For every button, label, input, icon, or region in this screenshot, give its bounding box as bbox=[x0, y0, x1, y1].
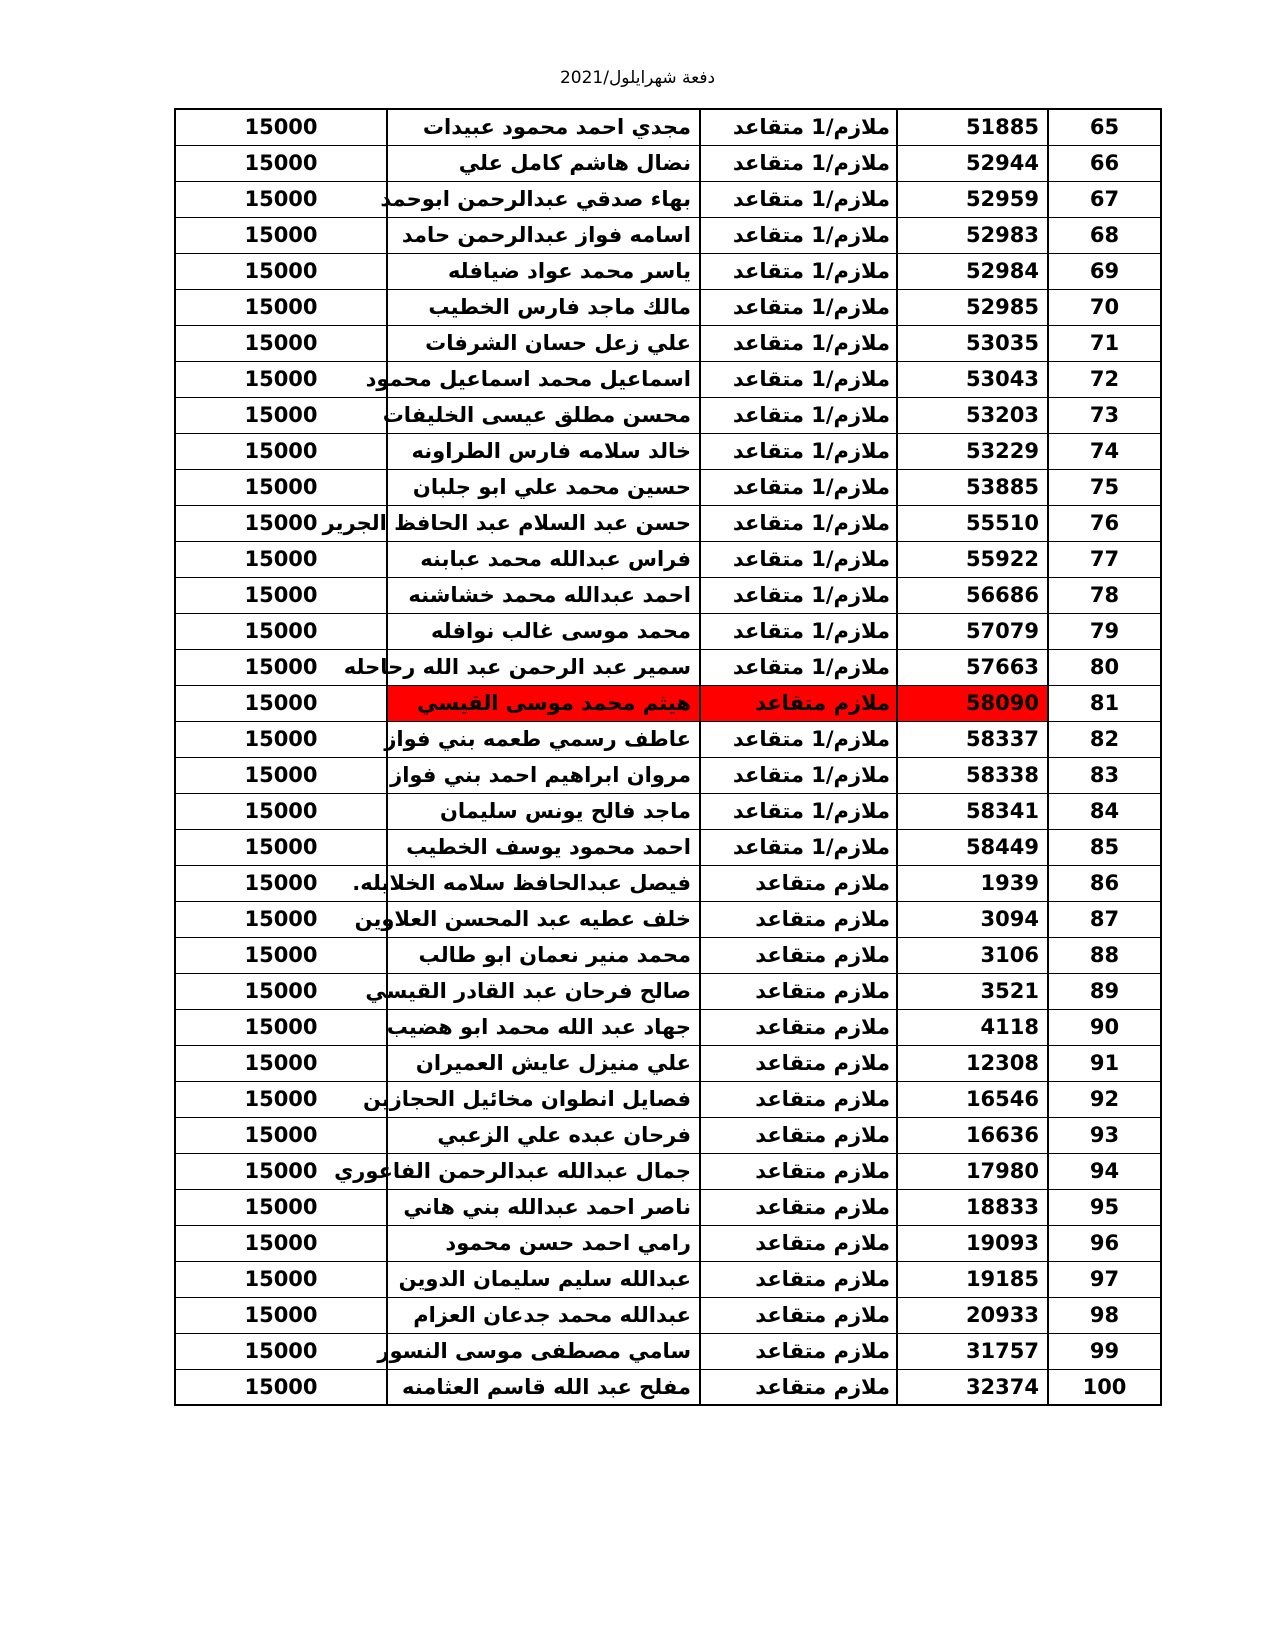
rank-cell: ملازم/1 متقاعد bbox=[700, 433, 897, 469]
name-cell: فيصل عبدالحافظ سلامه الخلايله. bbox=[387, 865, 700, 901]
id-cell: 53203 bbox=[897, 397, 1048, 433]
seq-cell: 77 bbox=[1048, 541, 1161, 577]
rank-cell: ملازم متقاعد bbox=[700, 937, 897, 973]
seq-cell: 69 bbox=[1048, 253, 1161, 289]
amount-cell: 15000 bbox=[175, 145, 387, 181]
id-cell: 52985 bbox=[897, 289, 1048, 325]
id-cell: 52959 bbox=[897, 181, 1048, 217]
name-cell: محمد موسى غالب نوافله bbox=[387, 613, 700, 649]
seq-cell: 71 bbox=[1048, 325, 1161, 361]
table-row bbox=[175, 469, 1161, 505]
seq-cell: 83 bbox=[1048, 757, 1161, 793]
table-row bbox=[175, 217, 1161, 253]
table-row bbox=[175, 577, 1161, 613]
amount-cell: 15000 bbox=[175, 109, 387, 145]
amount-cell: 15000 bbox=[175, 1081, 387, 1117]
amount-cell: 15000 bbox=[175, 397, 387, 433]
table-row bbox=[175, 757, 1161, 793]
rank-cell: ملازم/1 متقاعد bbox=[700, 325, 897, 361]
id-cell: 1939 bbox=[897, 865, 1048, 901]
id-cell: 52983 bbox=[897, 217, 1048, 253]
name-cell: محمد منير نعمان ابو طالب bbox=[387, 937, 700, 973]
rank-cell: ملازم/1 متقاعد bbox=[700, 757, 897, 793]
id-cell: 56686 bbox=[897, 577, 1048, 613]
id-cell: 52944 bbox=[897, 145, 1048, 181]
amount-cell: 15000 bbox=[175, 1333, 387, 1369]
amount-cell: 15000 bbox=[175, 901, 387, 937]
rank-cell: ملازم متقاعد bbox=[700, 1369, 897, 1405]
seq-cell: 97 bbox=[1048, 1261, 1161, 1297]
seq-cell: 65 bbox=[1048, 109, 1161, 145]
roster-table bbox=[174, 108, 1162, 1406]
id-cell: 58338 bbox=[897, 757, 1048, 793]
id-cell: 3521 bbox=[897, 973, 1048, 1009]
table-row bbox=[175, 1153, 1161, 1189]
seq-cell: 79 bbox=[1048, 613, 1161, 649]
id-cell: 53043 bbox=[897, 361, 1048, 397]
amount-cell: 15000 bbox=[175, 577, 387, 613]
amount-cell: 15000 bbox=[175, 469, 387, 505]
id-cell: 55510 bbox=[897, 505, 1048, 541]
name-cell: مفلح عبد الله قاسم العثامنه bbox=[387, 1369, 700, 1405]
id-cell: 32374 bbox=[897, 1369, 1048, 1405]
seq-cell: 74 bbox=[1048, 433, 1161, 469]
name-cell: محسن مطلق عيسى الخليفات bbox=[387, 397, 700, 433]
table-row bbox=[175, 613, 1161, 649]
name-cell: علي زعل حسان الشرفات bbox=[387, 325, 700, 361]
name-cell: سامي مصطفى موسى النسور bbox=[387, 1333, 700, 1369]
rank-cell: ملازم متقاعد bbox=[700, 1225, 897, 1261]
amount-cell: 15000 bbox=[175, 973, 387, 1009]
table-row bbox=[175, 181, 1161, 217]
table-row bbox=[175, 109, 1161, 145]
rank-cell: ملازم متقاعد bbox=[700, 1261, 897, 1297]
amount-cell: 15000 bbox=[175, 505, 387, 541]
id-cell: 3094 bbox=[897, 901, 1048, 937]
rank-cell: ملازم متقاعد bbox=[700, 1009, 897, 1045]
name-cell: حسن عبد السلام عبد الحافظ الجرير bbox=[387, 505, 700, 541]
amount-cell: 15000 bbox=[175, 937, 387, 973]
rank-cell: ملازم/1 متقاعد bbox=[700, 109, 897, 145]
rank-cell: ملازم/1 متقاعد bbox=[700, 541, 897, 577]
name-cell: خالد سلامه فارس الطراونه bbox=[387, 433, 700, 469]
name-cell: احمد عبدالله محمد خشاشنه bbox=[387, 577, 700, 613]
rank-cell: ملازم/1 متقاعد bbox=[700, 793, 897, 829]
amount-cell: 15000 bbox=[175, 757, 387, 793]
name-cell: اسماعيل محمد اسماعيل محمود bbox=[387, 361, 700, 397]
seq-cell: 68 bbox=[1048, 217, 1161, 253]
seq-cell: 94 bbox=[1048, 1153, 1161, 1189]
name-cell: حسين محمد علي ابو جلبان bbox=[387, 469, 700, 505]
table-row bbox=[175, 1081, 1161, 1117]
id-cell: 16546 bbox=[897, 1081, 1048, 1117]
amount-cell: 15000 bbox=[175, 1153, 387, 1189]
page-title: دفعة شهرايلول/2021 bbox=[559, 68, 716, 88]
amount-cell: 15000 bbox=[175, 1189, 387, 1225]
name-cell: فصايل انطوان مخائيل الحجازين bbox=[387, 1081, 700, 1117]
rank-cell: ملازم/1 متقاعد bbox=[700, 649, 897, 685]
seq-cell: 81 bbox=[1048, 685, 1161, 721]
id-cell: 17980 bbox=[897, 1153, 1048, 1189]
rank-cell: ملازم متقاعد bbox=[700, 1081, 897, 1117]
table-row bbox=[175, 253, 1161, 289]
table-row bbox=[175, 793, 1161, 829]
seq-cell: 89 bbox=[1048, 973, 1161, 1009]
amount-cell: 15000 bbox=[175, 361, 387, 397]
name-cell: فراس عبدالله محمد عبابنه bbox=[387, 541, 700, 577]
id-cell: 55922 bbox=[897, 541, 1048, 577]
name-cell: احمد محمود يوسف الخطيب bbox=[387, 829, 700, 865]
amount-cell: 15000 bbox=[175, 1225, 387, 1261]
rank-cell: ملازم متقاعد bbox=[700, 865, 897, 901]
seq-cell: 87 bbox=[1048, 901, 1161, 937]
id-cell: 53035 bbox=[897, 325, 1048, 361]
table-row bbox=[175, 973, 1161, 1009]
amount-cell: 15000 bbox=[175, 865, 387, 901]
name-cell: سمير عبد الرحمن عبد الله رحاحله bbox=[387, 649, 700, 685]
name-cell: اسامه فواز عبدالرحمن حامد bbox=[387, 217, 700, 253]
table-row bbox=[175, 325, 1161, 361]
table-row bbox=[175, 1045, 1161, 1081]
seq-cell: 95 bbox=[1048, 1189, 1161, 1225]
rank-cell: ملازم متقاعد bbox=[700, 973, 897, 1009]
seq-cell: 67 bbox=[1048, 181, 1161, 217]
amount-cell: 15000 bbox=[175, 1009, 387, 1045]
seq-cell: 88 bbox=[1048, 937, 1161, 973]
table-row bbox=[175, 505, 1161, 541]
amount-cell: 15000 bbox=[175, 541, 387, 577]
amount-cell: 15000 bbox=[175, 649, 387, 685]
amount-cell: 15000 bbox=[175, 181, 387, 217]
name-cell: خلف عطيه عبد المحسن العلاوين bbox=[387, 901, 700, 937]
table-row bbox=[175, 685, 1161, 721]
name-cell: جهاد عبد الله محمد ابو هضيب bbox=[387, 1009, 700, 1045]
rank-cell: ملازم متقاعد bbox=[700, 1189, 897, 1225]
name-cell: مالك ماجد فارس الخطيب bbox=[387, 289, 700, 325]
seq-cell: 72 bbox=[1048, 361, 1161, 397]
name-cell: جمال عبدالله عبدالرحمن الفاعوري bbox=[387, 1153, 700, 1189]
rank-cell: ملازم/1 متقاعد bbox=[700, 145, 897, 181]
amount-cell: 15000 bbox=[175, 1261, 387, 1297]
roster-body bbox=[175, 109, 1161, 1405]
seq-cell: 66 bbox=[1048, 145, 1161, 181]
name-cell: فرحان عبده علي الزعبي bbox=[387, 1117, 700, 1153]
name-cell: رامي احمد حسن محمود bbox=[387, 1225, 700, 1261]
table-row bbox=[175, 721, 1161, 757]
seq-cell: 99 bbox=[1048, 1333, 1161, 1369]
id-cell: 53885 bbox=[897, 469, 1048, 505]
table-row bbox=[175, 541, 1161, 577]
table-row bbox=[175, 361, 1161, 397]
amount-cell: 15000 bbox=[175, 1117, 387, 1153]
seq-cell: 100 bbox=[1048, 1369, 1161, 1405]
table-row bbox=[175, 1117, 1161, 1153]
name-cell: نضال هاشم كامل علي bbox=[387, 145, 700, 181]
rank-cell: ملازم/1 متقاعد bbox=[700, 469, 897, 505]
seq-cell: 75 bbox=[1048, 469, 1161, 505]
name-cell: مروان ابراهيم احمد بني فواز bbox=[387, 757, 700, 793]
table-row bbox=[175, 829, 1161, 865]
seq-cell: 70 bbox=[1048, 289, 1161, 325]
seq-cell: 90 bbox=[1048, 1009, 1161, 1045]
amount-cell: 15000 bbox=[175, 829, 387, 865]
name-cell: صالح فرحان عبد القادر القيسي bbox=[387, 973, 700, 1009]
seq-cell: 98 bbox=[1048, 1297, 1161, 1333]
name-cell: عاطف رسمي طعمه بني فواز bbox=[387, 721, 700, 757]
rank-cell: ملازم/1 متقاعد bbox=[700, 721, 897, 757]
amount-cell: 15000 bbox=[175, 1369, 387, 1405]
name-cell: ياسر محمد عواد ضيافله bbox=[387, 253, 700, 289]
id-cell: 18833 bbox=[897, 1189, 1048, 1225]
table-row bbox=[175, 649, 1161, 685]
seq-cell: 82 bbox=[1048, 721, 1161, 757]
amount-cell: 15000 bbox=[175, 721, 387, 757]
table-row bbox=[175, 1333, 1161, 1369]
name-cell: ماجد فالح يونس سليمان bbox=[387, 793, 700, 829]
id-cell: 4118 bbox=[897, 1009, 1048, 1045]
id-cell: 51885 bbox=[897, 109, 1048, 145]
id-cell: 20933 bbox=[897, 1297, 1048, 1333]
amount-cell: 15000 bbox=[175, 253, 387, 289]
table-row bbox=[175, 1297, 1161, 1333]
seq-cell: 84 bbox=[1048, 793, 1161, 829]
name-cell: عبدالله محمد جدعان العزام bbox=[387, 1297, 700, 1333]
table-row bbox=[175, 1225, 1161, 1261]
seq-cell: 85 bbox=[1048, 829, 1161, 865]
id-cell: 58341 bbox=[897, 793, 1048, 829]
amount-cell: 15000 bbox=[175, 613, 387, 649]
rank-cell: ملازم متقاعد bbox=[700, 1297, 897, 1333]
table-row bbox=[175, 289, 1161, 325]
name-cell: عبدالله سليم سليمان الدوين bbox=[387, 1261, 700, 1297]
amount-cell: 15000 bbox=[175, 433, 387, 469]
rank-cell: ملازم متقاعد bbox=[700, 1045, 897, 1081]
seq-cell: 91 bbox=[1048, 1045, 1161, 1081]
rank-cell: ملازم/1 متقاعد bbox=[700, 217, 897, 253]
seq-cell: 96 bbox=[1048, 1225, 1161, 1261]
id-cell: 19185 bbox=[897, 1261, 1048, 1297]
rank-cell: ملازم/1 متقاعد bbox=[700, 577, 897, 613]
rank-cell: ملازم/1 متقاعد bbox=[700, 253, 897, 289]
table-row bbox=[175, 937, 1161, 973]
rank-cell: ملازم متقاعد bbox=[700, 1153, 897, 1189]
rank-cell: ملازم/1 متقاعد bbox=[700, 505, 897, 541]
amount-cell: 15000 bbox=[175, 1297, 387, 1333]
amount-cell: 15000 bbox=[175, 685, 387, 721]
id-cell: 57663 bbox=[897, 649, 1048, 685]
amount-cell: 15000 bbox=[175, 1045, 387, 1081]
id-cell: 58090 bbox=[897, 685, 1048, 721]
table-row bbox=[175, 901, 1161, 937]
rank-cell: ملازم متقاعد bbox=[700, 1333, 897, 1369]
amount-cell: 15000 bbox=[175, 289, 387, 325]
seq-cell: 78 bbox=[1048, 577, 1161, 613]
table-row bbox=[175, 1189, 1161, 1225]
rank-cell: ملازم متقاعد bbox=[700, 901, 897, 937]
rank-cell: ملازم متقاعد bbox=[700, 685, 897, 721]
name-cell: علي منيزل عايش العميران bbox=[387, 1045, 700, 1081]
amount-cell: 15000 bbox=[175, 793, 387, 829]
seq-cell: 76 bbox=[1048, 505, 1161, 541]
id-cell: 58337 bbox=[897, 721, 1048, 757]
seq-cell: 86 bbox=[1048, 865, 1161, 901]
amount-cell: 15000 bbox=[175, 325, 387, 361]
name-cell: بهاء صدقي عبدالرحمن ابوحمد bbox=[387, 181, 700, 217]
seq-cell: 92 bbox=[1048, 1081, 1161, 1117]
id-cell: 31757 bbox=[897, 1333, 1048, 1369]
table-row bbox=[175, 865, 1161, 901]
rank-cell: ملازم/1 متقاعد bbox=[700, 289, 897, 325]
name-cell: هيثم محمد موسى القيسي bbox=[387, 685, 700, 721]
rank-cell: ملازم/1 متقاعد bbox=[700, 829, 897, 865]
rank-cell: ملازم/1 متقاعد bbox=[700, 397, 897, 433]
table-row bbox=[175, 1009, 1161, 1045]
rank-cell: ملازم متقاعد bbox=[700, 1117, 897, 1153]
seq-cell: 80 bbox=[1048, 649, 1161, 685]
id-cell: 52984 bbox=[897, 253, 1048, 289]
id-cell: 58449 bbox=[897, 829, 1048, 865]
rank-cell: ملازم/1 متقاعد bbox=[700, 613, 897, 649]
table-row bbox=[175, 433, 1161, 469]
seq-cell: 93 bbox=[1048, 1117, 1161, 1153]
id-cell: 19093 bbox=[897, 1225, 1048, 1261]
table-row bbox=[175, 397, 1161, 433]
id-cell: 3106 bbox=[897, 937, 1048, 973]
id-cell: 12308 bbox=[897, 1045, 1048, 1081]
name-cell: ناصر احمد عبدالله بني هاني bbox=[387, 1189, 700, 1225]
seq-cell: 73 bbox=[1048, 397, 1161, 433]
amount-cell: 15000 bbox=[175, 217, 387, 253]
table-row bbox=[175, 1261, 1161, 1297]
table-row bbox=[175, 145, 1161, 181]
rank-cell: ملازم/1 متقاعد bbox=[700, 361, 897, 397]
id-cell: 57079 bbox=[897, 613, 1048, 649]
id-cell: 16636 bbox=[897, 1117, 1048, 1153]
name-cell: مجدي احمد محمود عبيدات bbox=[387, 109, 700, 145]
rank-cell: ملازم/1 متقاعد bbox=[700, 181, 897, 217]
table-row bbox=[175, 1369, 1161, 1405]
id-cell: 53229 bbox=[897, 433, 1048, 469]
